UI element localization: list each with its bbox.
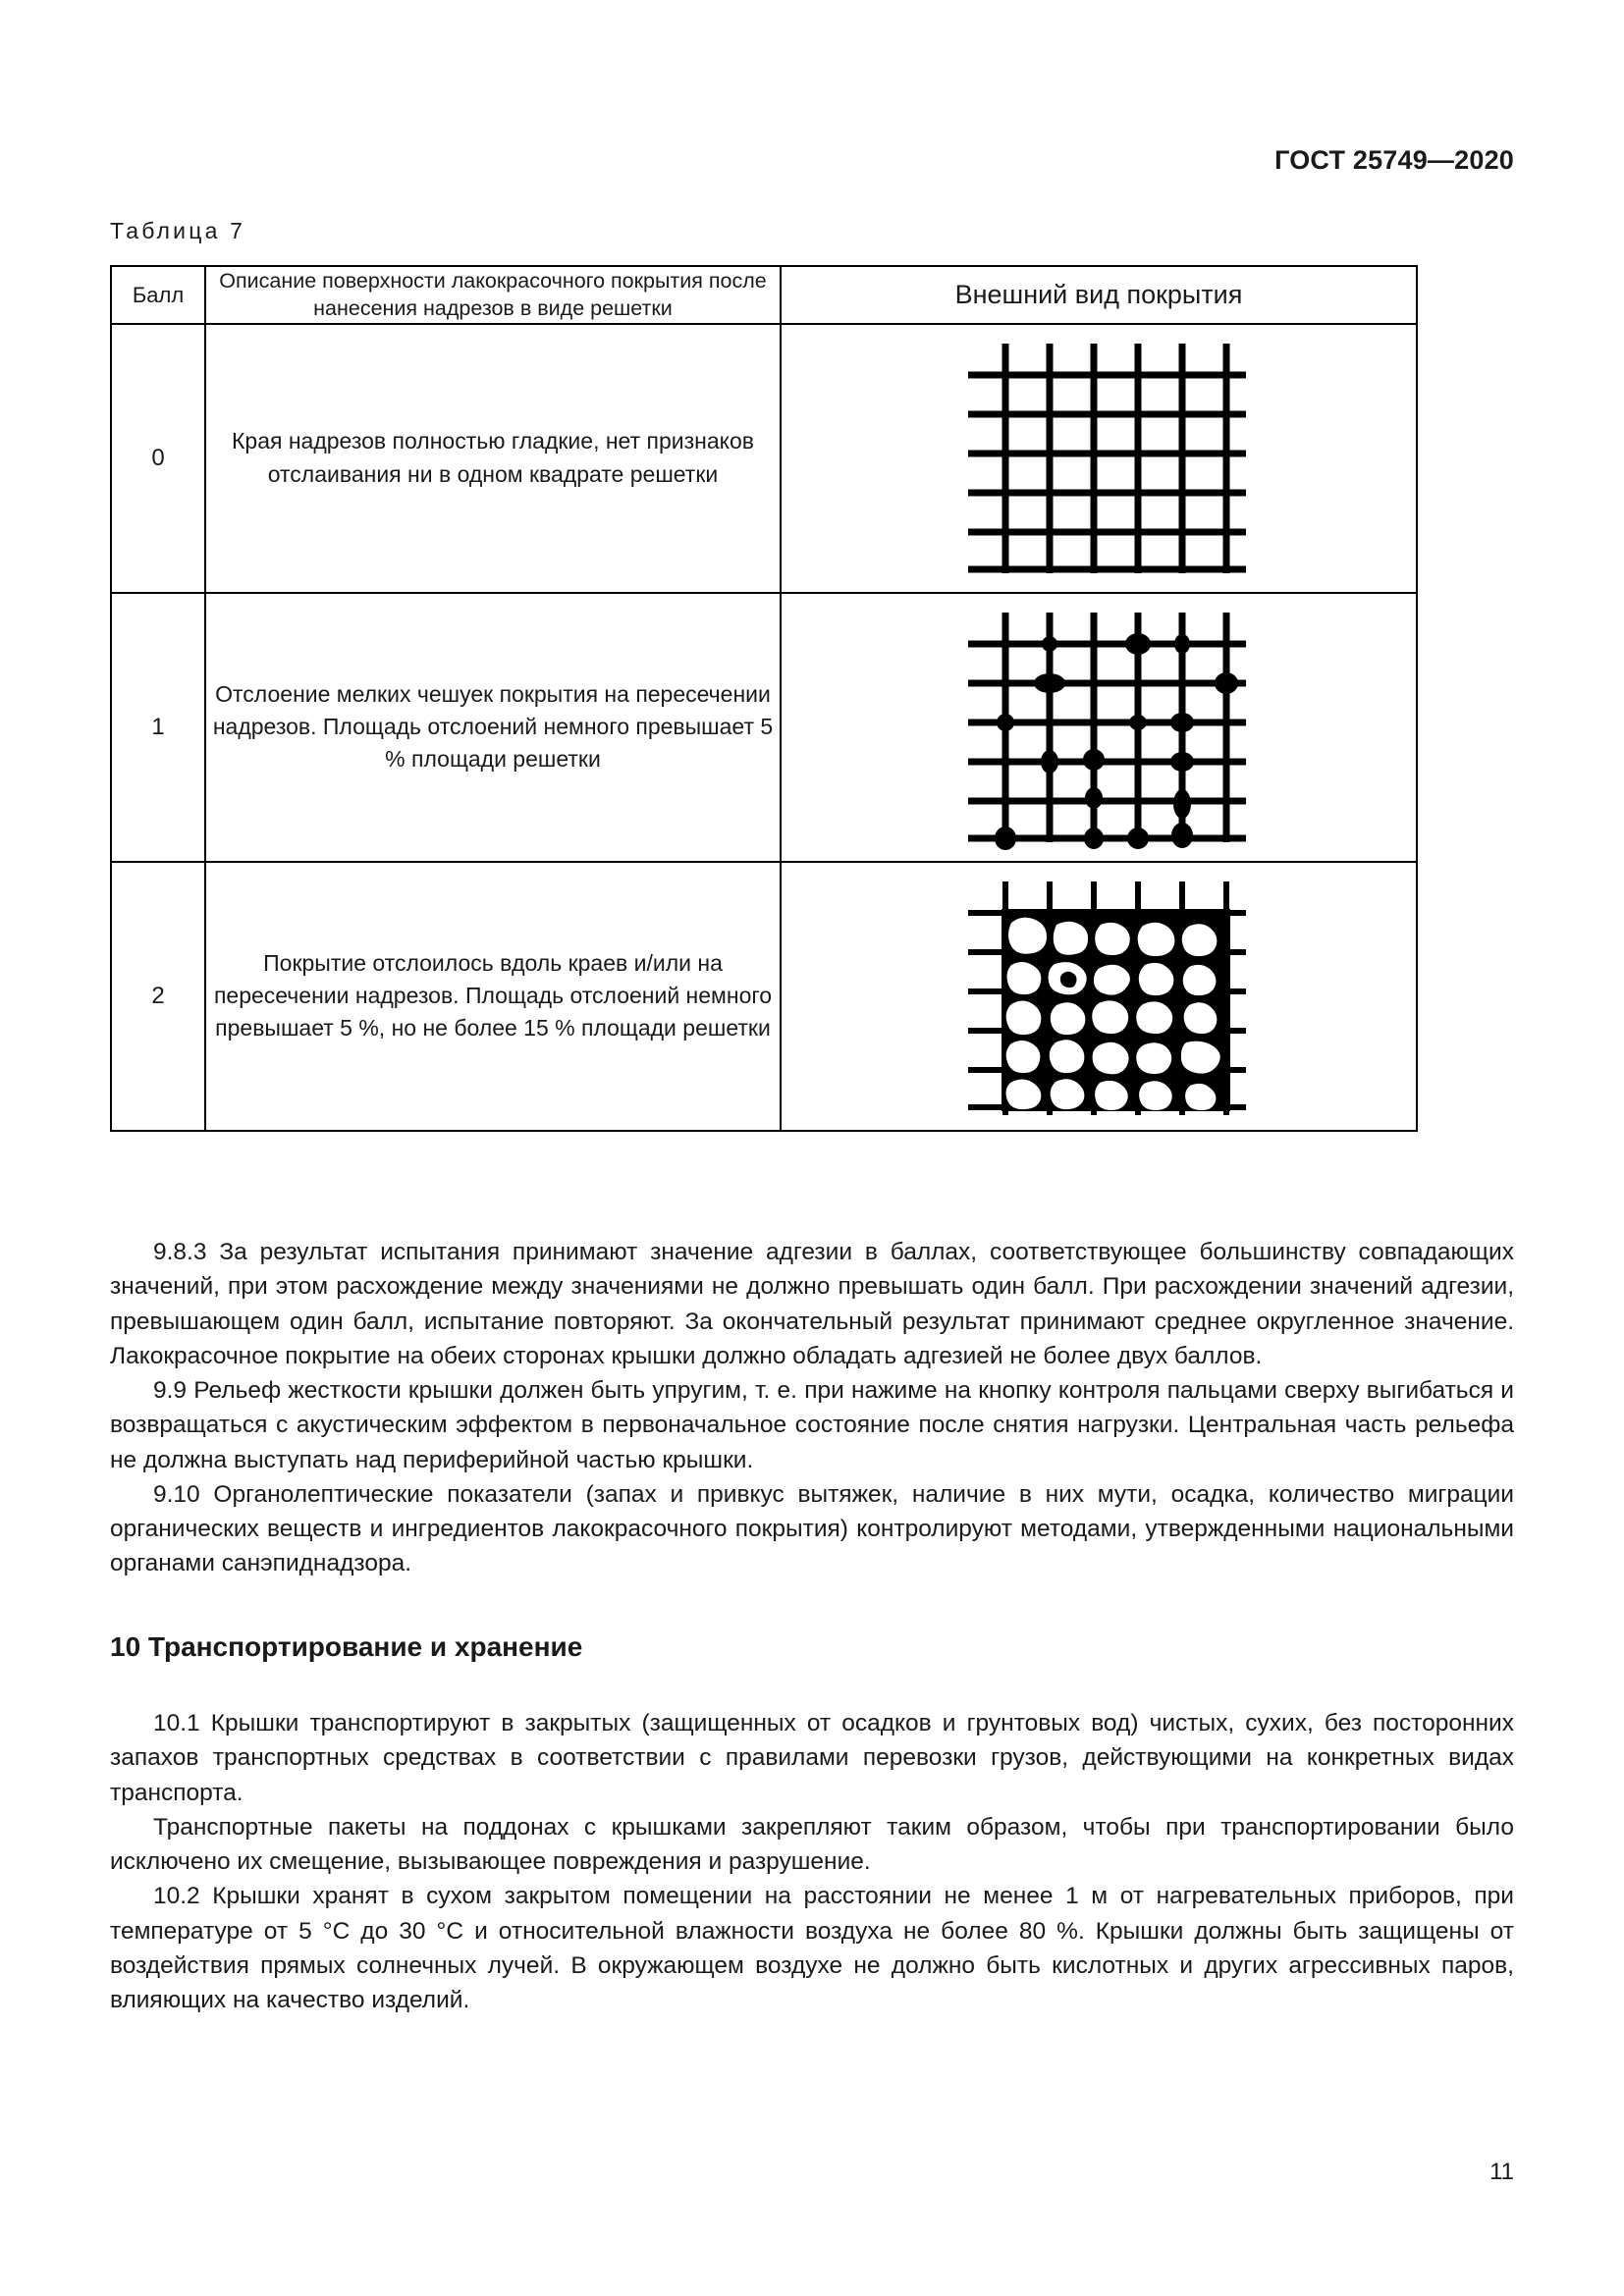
section-heading-10: 10 Транспортирование и хранение xyxy=(110,1631,583,1662)
cell-score: 0 xyxy=(111,324,205,593)
running-head-standard-number: ГОСТ 25749—2020 xyxy=(1274,145,1514,175)
paragraph-9-8-3-block xyxy=(110,1235,1514,1581)
grid-small-flakes-icon xyxy=(947,605,1251,850)
grid-heavy-flakes-icon xyxy=(947,874,1251,1119)
grid-clean-icon xyxy=(947,336,1251,581)
cell-description: Края надрезов полностью гладкие, нет признаков отслаивания ни в одном квадрате решетки xyxy=(205,324,781,593)
paragraph-10-1-continued: Транспортные пакеты на поддонах с крышками закрепляют таким образом, чтобы при транспортировании было исключено их смещение, вызывающее повреждения и разрушение. xyxy=(110,1813,1514,1876)
table-row xyxy=(111,324,1417,593)
cell-appearance-image xyxy=(781,593,1417,862)
cell-score: 2 xyxy=(111,862,205,1131)
table-header-row xyxy=(111,266,1417,324)
cell-description: Покрытие отслоилось вдоль краев и/или на пересечении надрезов. Площадь отслоений немного превышает 5 %, но не более 15 % площади решетки xyxy=(205,862,781,1131)
table-row xyxy=(111,593,1417,862)
paragraph-10-2: 10.2 Крышки хранят в сухом закрытом помещении на расстоянии не менее 1 м от нагревательных приборов, при температуре от 5 °С до 30 °С и относительной влажности воздуха не более 80 %. Крышки должны быть защищены от воздействия прямых солнечных лучей. В окружающем воздухе не должно быть кислотных и других агрессивных паров, влияющих на качество изделий. xyxy=(110,1883,1514,2014)
column-header-description: Описание поверхности лакокрасочного покрытия после нанесения надрезов в виде решетки xyxy=(205,266,781,324)
cell-score: 1 xyxy=(111,593,205,862)
cell-description: Отслоение мелких чешуек покрытия на пересечении надрезов. Площадь отслоений немного превышает 5 % площади решетки xyxy=(205,593,781,862)
column-header-appearance: Внешний вид покрытия xyxy=(781,266,1417,324)
paragraph-9-8-3: 9.8.3 За результат испытания принимают значение адгезии в баллах, соответствующее большинству совпадающих значений, при этом расхождение между значениями не должно превышать один балл. При расхождении значений адгезии, превышающем один балл, испытание повторяют. За окончательный результат принимают среднее округленное значение. Лакокрасочное покрытие на обеих сторонах крышки должно обладать адгезией не более двух баллов. xyxy=(110,1239,1514,1369)
adhesion-rating-table xyxy=(110,265,1418,1132)
cell-appearance-image xyxy=(781,324,1417,593)
section-10-body xyxy=(110,1706,1514,2017)
table-caption: Таблица 7 xyxy=(110,218,246,243)
paragraph-9-9: 9.9 Рельеф жесткости крышки должен быть упругим, т. е. при нажиме на кнопку контроля пальцами сверху выгибаться и возвращаться с акустическим эффектом в первоначальное состояние после снятия нагрузки. Центральная часть рельефа не должна выступать над периферийной частью крышки. xyxy=(110,1377,1514,1473)
paragraph-9-10: 9.10 Органолептические показатели (запах и привкус вытяжек, наличие в них мути, осадка, количество миграции органических веществ и ингредиентов лакокрасочного покрытия) контролируют методами, утвержденными национальными органами санэпиднадзора. xyxy=(110,1480,1514,1577)
column-header-score: Балл xyxy=(111,266,205,324)
page-number: 11 xyxy=(1489,2159,1514,2185)
paragraph-10-1: 10.1 Крышки транспортируют в закрытых (защищенных от осадков и грунтовых вод) чистых, сухих, без посторонних запахов транспортных средствах в соответствии с правилами перевозки грузов, действующими на конкретных видах транспорта. xyxy=(110,1710,1514,1806)
cell-appearance-image xyxy=(781,862,1417,1131)
table-row xyxy=(111,862,1417,1131)
